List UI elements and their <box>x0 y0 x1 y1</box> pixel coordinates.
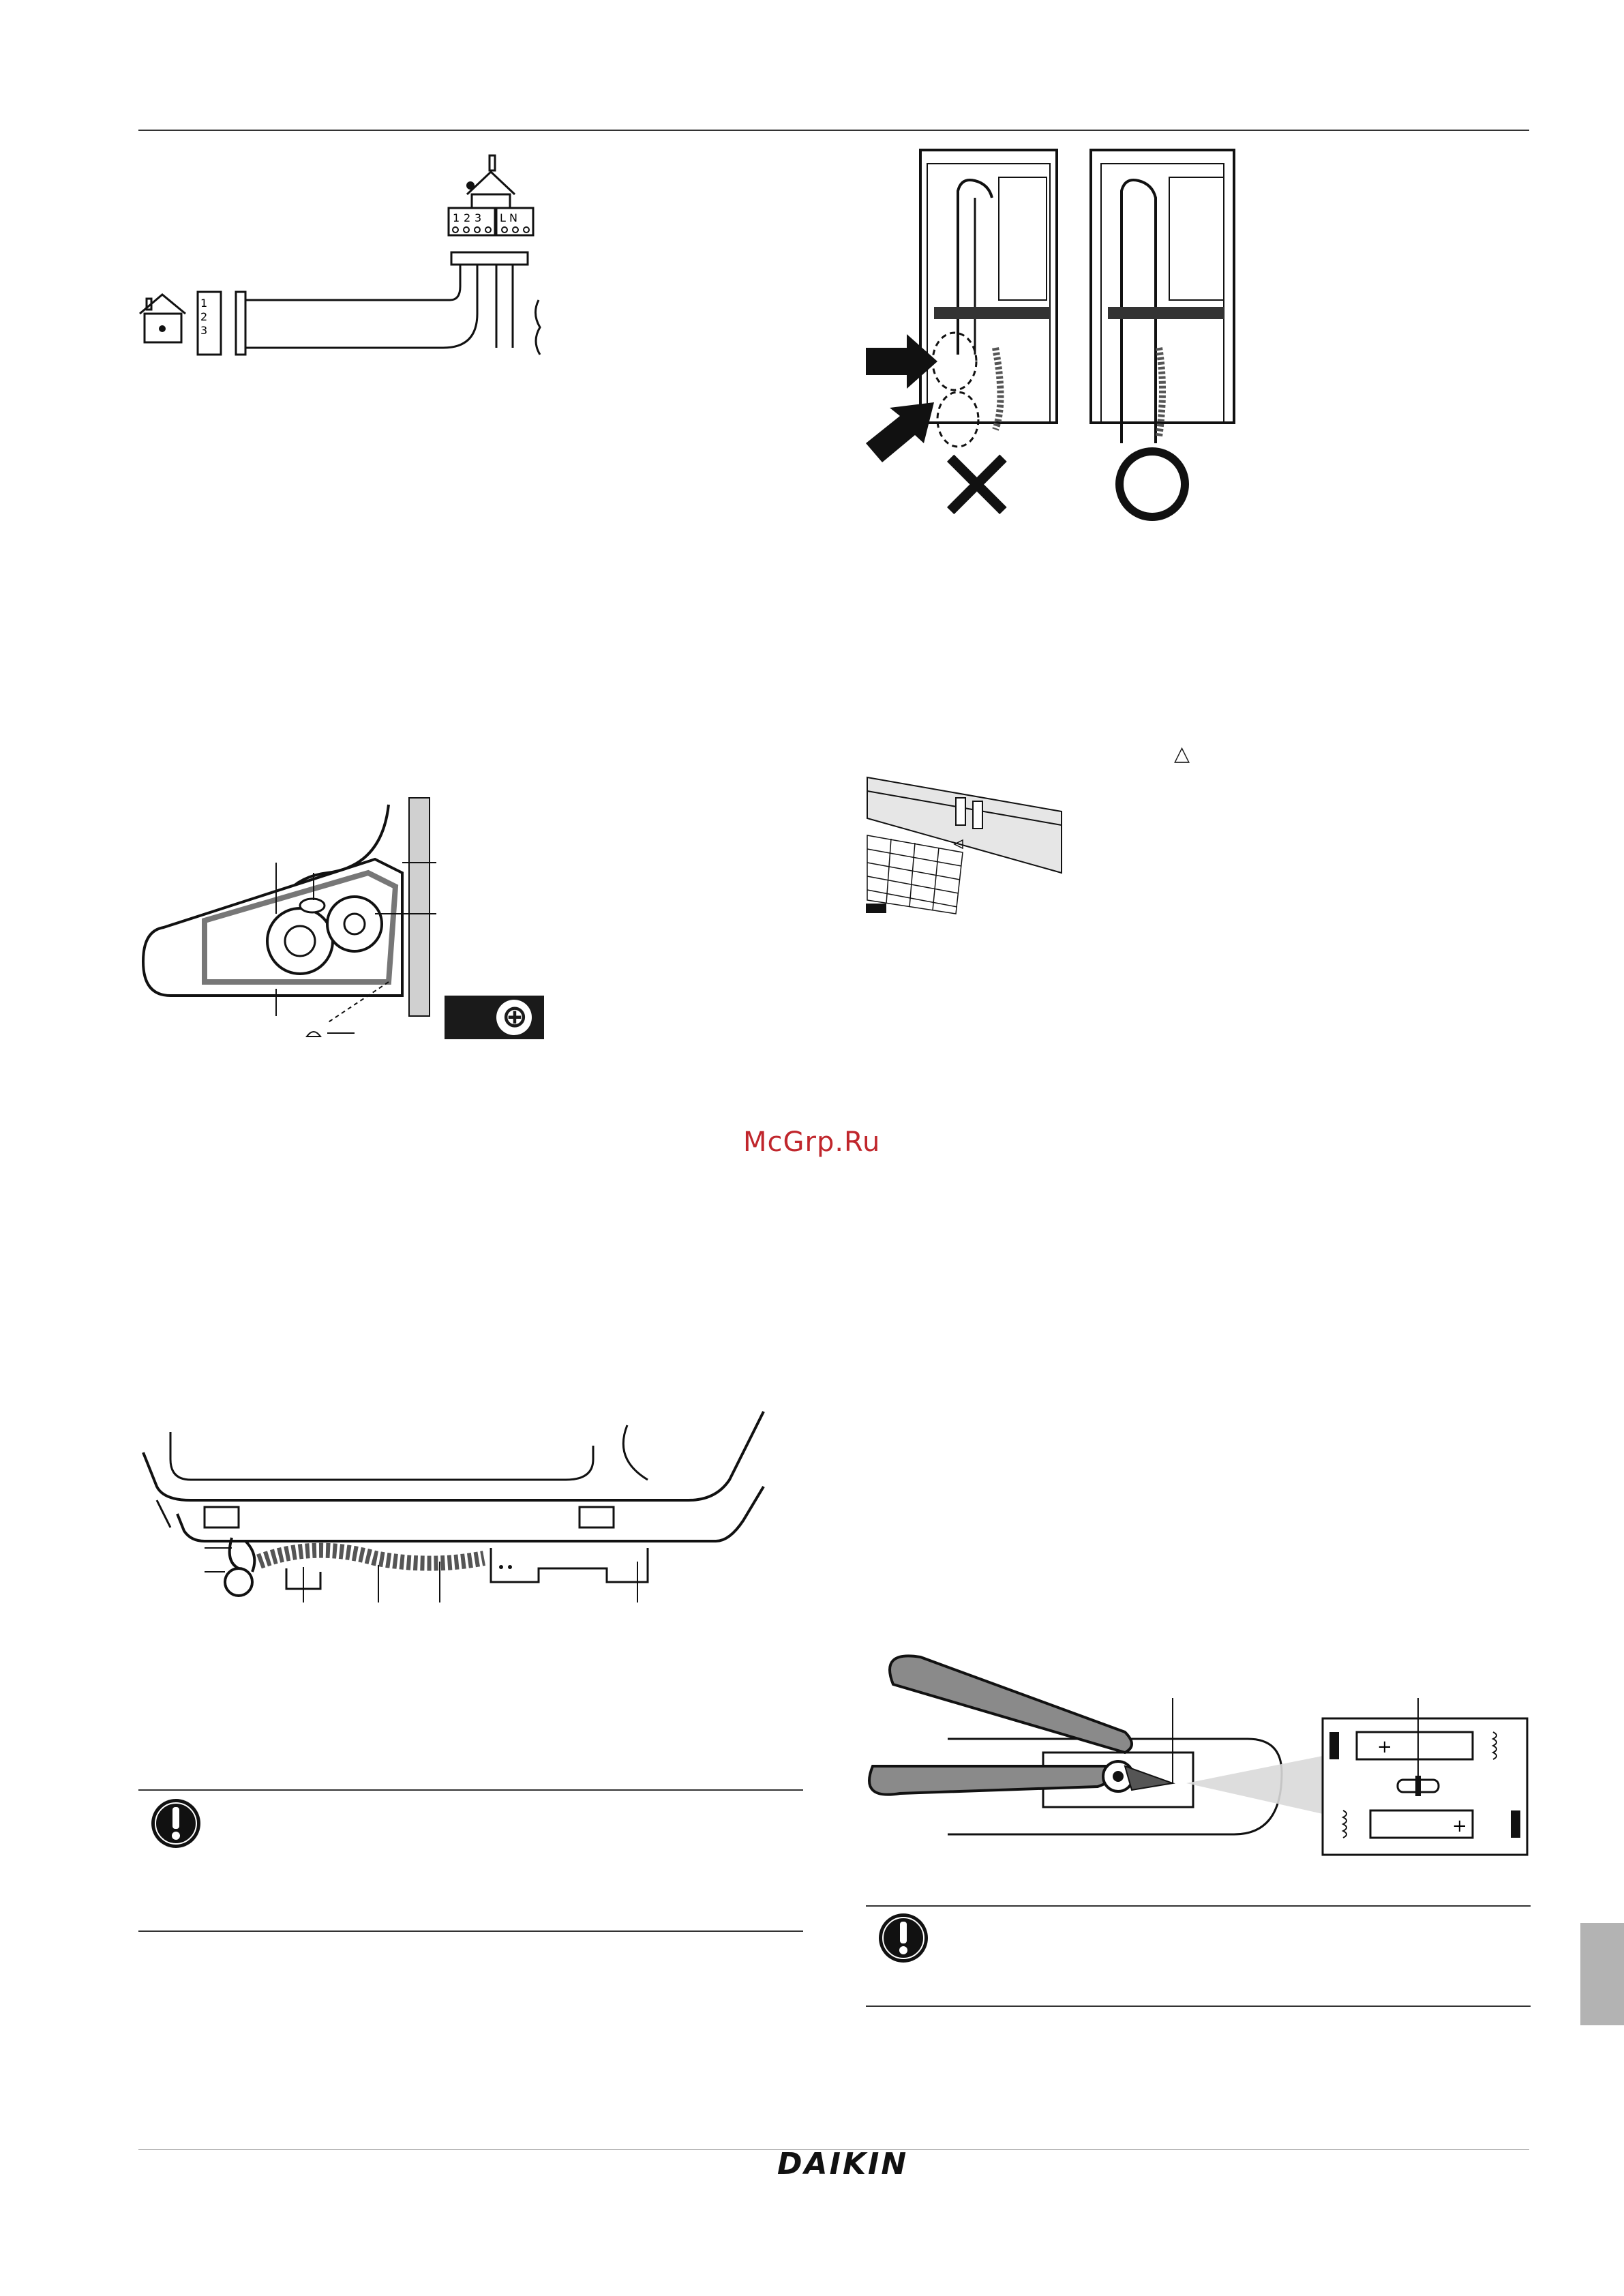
side-section-tab <box>1580 1923 1624 2025</box>
warning-icon <box>149 1796 203 1851</box>
terminal-label: 2 <box>464 211 471 224</box>
terminal-label: 1 <box>200 297 208 310</box>
brand-logo: DAIKIN <box>777 2147 909 2181</box>
battery-plus-label: + <box>1377 1737 1392 1757</box>
dot-icon <box>159 325 166 332</box>
grille-marker-symbol: △ <box>1174 742 1190 766</box>
terminal-label: N <box>509 211 517 224</box>
watermark: McGrp.Ru <box>743 1127 881 1158</box>
terminal-label: L <box>500 211 506 224</box>
battery-cut-figure <box>852 1630 1534 1875</box>
house-icon <box>140 295 185 342</box>
arrow-icon <box>866 402 934 462</box>
incorrect-icon: ✕ <box>934 428 1020 546</box>
phillips-symbol: ⊕ <box>501 998 528 1034</box>
notice-bottom-rule <box>866 2006 1531 2007</box>
notice-top-rule <box>866 1905 1531 1907</box>
indoor-unit-bottom-figure <box>130 1405 770 1630</box>
notice-bottom-rule <box>138 1930 803 1932</box>
interconnection-wiring-figure <box>123 143 573 375</box>
terminal-label: 3 <box>200 324 208 337</box>
terminal-label: 3 <box>475 211 482 224</box>
warning-icon <box>876 1911 931 1965</box>
wiring-routing-figure <box>859 143 1261 546</box>
terminal-label: 2 <box>200 310 208 323</box>
terminal-label: 1 <box>453 211 460 224</box>
front-grille-figure <box>860 771 1065 921</box>
battery-plus-label: + <box>1452 1816 1467 1836</box>
notice-top-rule <box>138 1789 803 1791</box>
correct-icon <box>1119 451 1185 517</box>
header-rule <box>138 130 1529 131</box>
dot-icon <box>466 181 475 190</box>
